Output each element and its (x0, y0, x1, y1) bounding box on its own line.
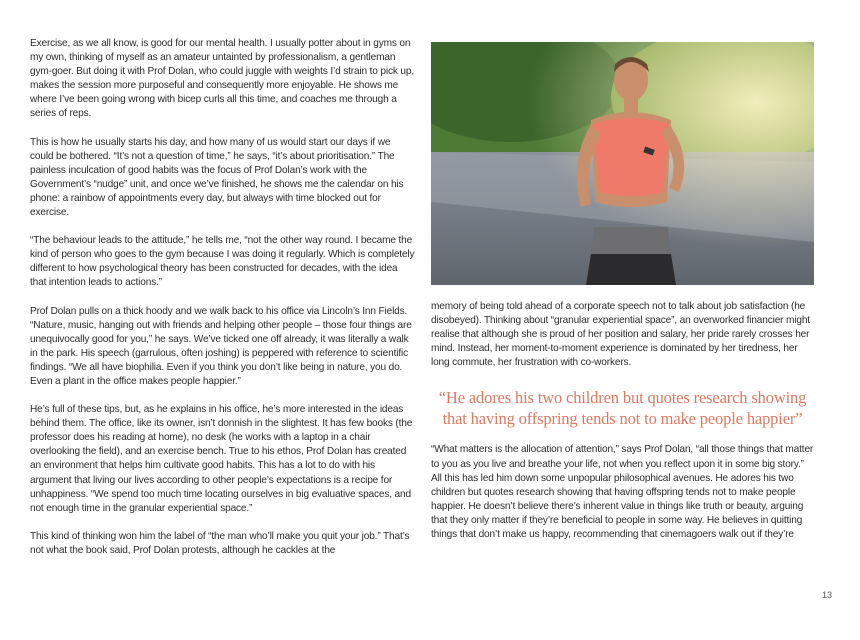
left-column (30, 37, 416, 572)
pull-quote: “He adores his two children but quotes research showing that having offspring tends not to make people happier” (438, 388, 807, 429)
paragraph: He’s full of these tips, but, as he explains in his office, he’s more interested in the ideas behind them. The office, like its owner, isn’t donnish in the slightest. It has few books (the professor does his reading at home), no desk (he works with a laptop in a chair overlooking the field), and an exercise bench. True to his ethos, Prof Dolan has created an environment that helps him cultivate good habits. This has a lot to do with his argument that living our lives according to other people’s expectations is a recipe for unhappiness. “We spend too much time locating ourselves in big evaluative spaces, and not enough time in the granular experiential space.” (30, 404, 413, 514)
paragraph: Exercise, as we all know, is good for our mental health. I usually potter about in gyms on my own, thinking of myself as an amateur untainted by professionalism, a gentleman gym-goer. But doing it with Prof Dolan, who could juggle with weights I’d strain to pick up, makes the session more purposeful and consequently more enjoyable. He shows me where I’ve been going wrong with bicep curls all this time, and coaches me through a series of reps. (30, 38, 414, 120)
page-number: 13 (822, 590, 833, 600)
right-column (431, 42, 814, 542)
paragraph: This kind of thinking won him the label of “the man who’ll make you quit your job.” That’s not what the book said, Prof Dolan protests, although he cackles at the (30, 530, 410, 556)
right-column-text (431, 300, 814, 542)
paragraph: Prof Dolan pulls on a thick hoody and we walk back to his office via Lincoln’s Inn Fields. “Nature, music, hanging out with friends and helping other people – those four things are unequivocally good for you,” he says. We’ve ticked one off already, it was literally a walk in the park. His speech (garrulous, often joshing) is peppered with reference to scientific findings. “We all have biophilia. Even if you think you don’t like being in nature, you do. Even a plant in the office makes people happier.” (30, 305, 412, 387)
runner-illustration (431, 42, 814, 285)
paragraph: memory of being told ahead of a corporate speech not to talk about job satisfaction (he disobeyed). Thinking about “granular experiential space”, an overworked financier might realise that although she is proud of her position and salary, her pride rarely crosses her mind. Instead, her moment-to-moment experience is dominated by her tiredness, her long commute, her frustration with co-workers. (431, 301, 810, 369)
paragraph: “What matters is the allocation of attention,” says Prof Dolan, “all those things that matter to you as you live and breathe your life, not when you reflect upon it in some big story.” All this has led him down some unpopular philosophical avenues. He adores his two children but quotes research showing that having offspring tends not to make people happier. He doesn’t believe there’s inherent value in things like truth or beauty, arguing that they only matter if they’re beneficial to people in some way. He believes in quitting things that don’t make us happy, recommending that cinemagoers walk out if they’re (431, 444, 814, 541)
paragraph: This is how he usually starts his day, and how many of us would start our days if we could be bothered. “It’s not a question of time,” he says, “it’s about prioritisation.” The painless inculcation of good habits was the focus of Prof Dolan’s work with the Government’s “nudge” unit, and once we’ve finished, he shows me the calendar on his phone: a rainbow of appointments every day, but always with time blocked out for exercise. (30, 136, 404, 219)
runner-photo (431, 42, 814, 285)
paragraph: “The behaviour leads to the attitude,” he tells me, “not the other way round. I became the kind of person who goes to the gym because I was doing it regularly. Which is completely different to how psychological theory has been constructed for decades, with the idea that intention leads to actions.” (30, 235, 415, 289)
